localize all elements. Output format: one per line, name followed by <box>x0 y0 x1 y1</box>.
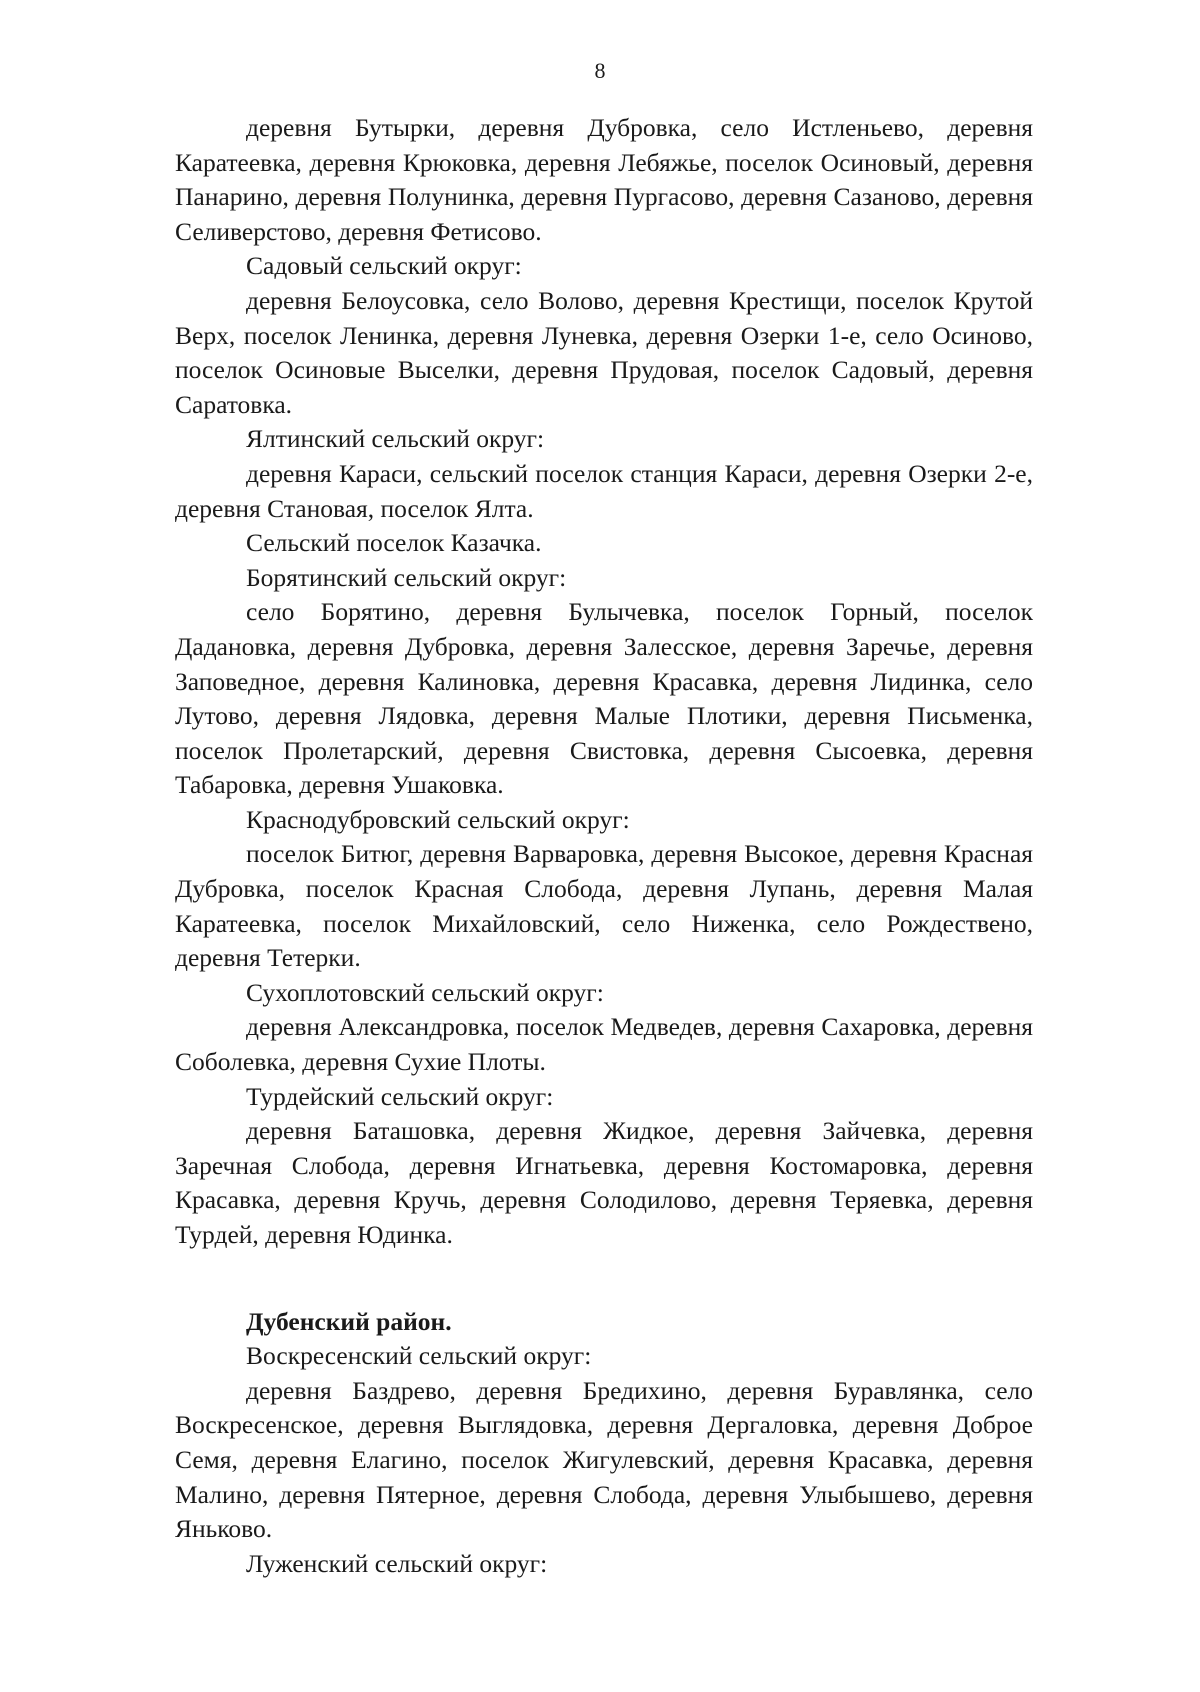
district-heading: Ялтинский сельский округ: <box>246 424 545 454</box>
paragraph: деревня Александровка, поселок Медведев, деревня Сахаровка, деревня Соболевка, деревня Сухие Плоты. <box>175 1012 1033 1077</box>
section-heading: Дубенский район. <box>246 1306 452 1336</box>
district-heading: Турдейский сельский округ: <box>246 1081 554 1111</box>
paragraph: Сельский поселок Казачка. <box>246 528 542 558</box>
paragraph: деревня Бутырки, деревня Дубровка, село Истленьево, деревня Каратеевка, деревня Крюковка, деревня Лебяжье, поселок Осиновый, деревня Панарино, деревня Полунинка, деревня Пургасово, деревня Сазаново, деревня Селиверстово, деревня Фетисово. <box>175 113 1033 246</box>
district-heading: Садовый сельский округ: <box>246 251 522 281</box>
section-spacer <box>175 1253 1033 1305</box>
document-body <box>175 111 1033 1581</box>
paragraph: поселок Битюг, деревня Варваровка, деревня Высокое, деревня Красная Дубровка, поселок Красная Слобода, деревня Лупань, деревня Малая Каратеевка, поселок Михайловский, село Ниженка, село Рождествено, деревня Тетерки. <box>175 839 1033 973</box>
paragraph: деревня Белоусовка, село Волово, деревня Крестищи, поселок Крутой Верх, поселок Ленинка, деревня Луневка, деревня Озерки 1-е, село Осиново, поселок Осиновые Выселки, деревня Прудовая, поселок Садовый, деревня Саратовка. <box>175 285 1033 419</box>
district-heading: Сухоплотовский сельский округ: <box>246 977 604 1007</box>
district-heading: Луженский сельский округ: <box>246 1548 548 1578</box>
paragraph: деревня Баташовка, деревня Жидкое, деревня Зайчевка, деревня Заречная Слобода, деревня Игнатьевка, деревня Костомаровка, деревня Красавка, деревня Кручь, деревня Солодилово, деревня Теряевка, деревня Турдей, деревня Юдинка. <box>175 1116 1033 1249</box>
paragraph: деревня Баздрево, деревня Бредихино, деревня Буравлянка, село Воскресенское, деревня Выглядовка, деревня Дергаловка, деревня Доброе Семя, деревня Елагино, поселок Жигулевский, деревня Красавка, деревня Малино, деревня Пятерное, деревня Слобода, деревня Улыбышево, деревня Яньково. <box>175 1375 1033 1544</box>
paragraph: деревня Караси, сельский поселок станция Караси, деревня Озерки 2-е, деревня Становая, поселок Ялта. <box>175 458 1033 523</box>
district-heading: Борятинский сельский округ: <box>246 562 567 592</box>
district-heading: Краснодубровский сельский округ: <box>246 804 630 834</box>
page-number: 8 <box>594 58 606 83</box>
paragraph: село Борятино, деревня Булычевка, поселок Горный, поселок Дадановка, деревня Дубровка, деревня Залесское, деревня Заречье, деревня Заповедное, деревня Калиновка, деревня Красавка, деревня Лидинка, село Лутово, деревня Лядовка, деревня Малые Плотики, деревня Письменка, поселок Пролетарский, деревня Свистовка, деревня Сысоевка, деревня Табаровка, деревня Ушаковка. <box>175 597 1033 800</box>
district-heading: Воскресенский сельский округ: <box>246 1341 592 1371</box>
